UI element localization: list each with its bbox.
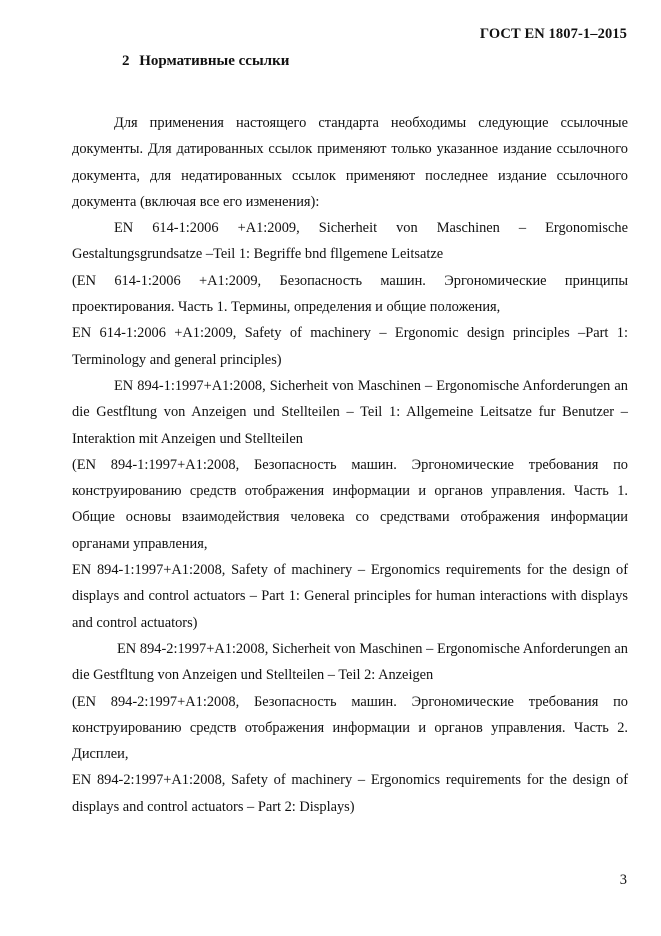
reference-en894-2-de: EN 894-2:1997+A1:2008, Sicherheit von Maschinen – Ergonomische Anforderungen an die Gestfltung von Anzeigen und Stellteilen – Teil 2: Anzeigen <box>72 640 628 684</box>
reference-en614-en: EN 614-1:2006 +A1:2009, Safety of machinery – Ergonomic design principles –Part 1: Terminology and general principles) <box>72 325 628 368</box>
reference-en614-de: EN 614-1:2006 +A1:2009, Sicherheit von Maschinen – Ergonomische Gestaltungsgrundsatze –Teil 1: Begriffe bnd fllgemene Leitsatze <box>72 220 628 263</box>
page-number: 3 <box>619 872 627 888</box>
section-title-text: Нормативные ссылки <box>139 53 290 69</box>
section-number: 2 <box>122 53 130 69</box>
reference-en614-ru: (EN 614-1:2006 +A1:2009, Безопасность машин. Эргономические принципы проектирования. Часть 1. Термины, определения и общие положения, <box>72 272 628 316</box>
reference-en894-1-en: EN 894-1:1997+A1:2008, Safety of machinery – Ergonomics requirements for the design of displays and control actuators – Part 1: General principles for human interactions with displays and control actuators) <box>72 562 628 631</box>
reference-en894-2-en: EN 894-2:1997+A1:2008, Safety of machinery – Ergonomics requirements for the design of displays and control actuators – Part 2: Displays) <box>72 772 628 815</box>
intro-paragraph: Для применения настоящего стандарта необходимы следующие ссылочные документы. Для датированных ссылок применяют только указанное издание ссылочного документа, для недатированных ссылок применяют последнее издание ссылочного документа (включая все его изменения): <box>72 115 628 210</box>
standard-code-header: ГОСТ EN 1807-1–2015 <box>479 26 627 42</box>
reference-en894-2-ru: (EN 894-2:1997+A1:2008, Безопасность машин. Эргономические требования по конструированию средств отображения информации и органов управления. Часть 2. Дисплеи, <box>72 693 628 763</box>
section-body <box>72 110 628 820</box>
reference-en894-1-ru: (EN 894-1:1997+A1:2008, Безопасность машин. Эргономические требования по конструированию средств отображения информации и органов управления. Часть 1. Общие основы взаимодействия человека со средствами отображения информации органами управления, <box>72 456 628 552</box>
section-title <box>122 53 289 70</box>
reference-en894-1-de: EN 894-1:1997+A1:2008, Sicherheit von Maschinen – Ergonomische Anforderungen an die Gestfltung von Anzeigen und Stellteilen – Teil 1: Allgemeine Leitsatze fur Benutzer – Interaktion mit Anzeigen und Stellteilen <box>72 377 628 447</box>
